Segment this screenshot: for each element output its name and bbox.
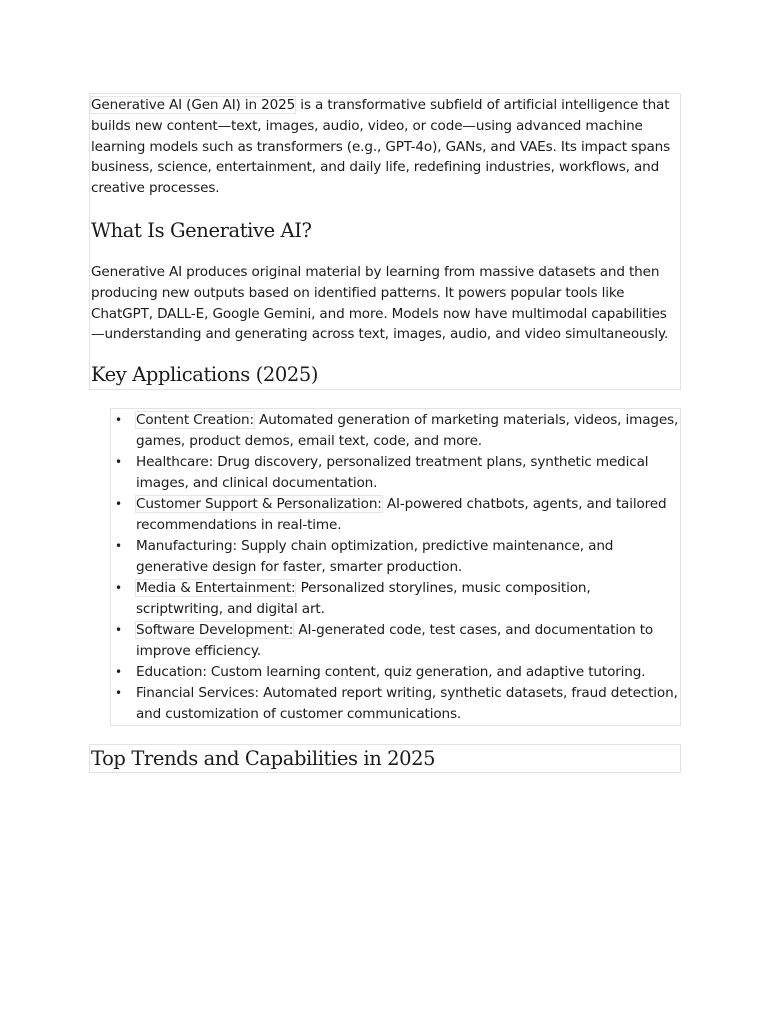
list-item	[111, 410, 680, 452]
list-item	[111, 683, 680, 725]
list-item-desc: Personalized storylines, music composition, scriptwriting, and digital art.	[136, 580, 591, 618]
list-item-term: Customer Support & Personalization:	[136, 496, 382, 513]
document-page	[89, 93, 681, 773]
list-item-desc: Custom learning content, quiz generation, and adaptive tutoring.	[206, 664, 646, 681]
list-item-term: Financial Services:	[136, 685, 259, 702]
list-item	[111, 536, 680, 578]
intro-text: is a transformative subfield of artificial intelligence that builds new content—text, images, audio, video, or code—using advanced machine learning models such as transformers (e.g., GPT-4o), GANs, and VAEs. Its impact spans business, science, entertainment, and daily life, redefining industries, workflows, and creative processes.	[91, 97, 671, 197]
list-item-term: Manufacturing:	[136, 538, 237, 555]
intro-section	[89, 93, 681, 390]
list-item-desc: Automated report writing, synthetic datasets, fraud detection, and customization of customer communications.	[136, 685, 678, 723]
list-item	[111, 578, 680, 620]
what-paragraph: Generative AI produces original material by learning from massive datasets and then producing new outputs based on identified patterns. It powers popular tools like ChatGPT, DALL-E, Google Gemini, and more. Models now have multimodal capabilities—understanding and generating across text, images, audio, and video simultaneously.	[91, 263, 669, 343]
list-item	[111, 494, 680, 536]
applications-list-section	[110, 408, 681, 726]
list-item-term: Media & Entertainment:	[136, 580, 296, 597]
applications-heading: Key Applications (2025)	[91, 363, 319, 387]
list-item-desc: AI-generated code, test cases, and documentation to improve efficiency.	[136, 622, 654, 660]
list-item	[111, 452, 680, 494]
list-item-desc: Automated generation of marketing materials, videos, images, games, product demos, email text, code, and more.	[136, 412, 679, 450]
trends-heading: Top Trends and Capabilities in 2025	[91, 747, 436, 771]
list-item-term: Software Development:	[136, 622, 294, 639]
list-item-desc: Drug discovery, personalized treatment plans, synthetic medical images, and clinical documentation.	[136, 454, 649, 492]
applications-list	[111, 410, 680, 725]
list-item	[111, 620, 680, 662]
list-item-desc: AI-powered chatbots, agents, and tailored recommendations in real-time.	[136, 496, 667, 534]
list-item-term: Healthcare:	[136, 454, 214, 471]
intro-lead: Generative AI (Gen AI) in 2025	[91, 97, 296, 113]
list-item-term: Education:	[136, 664, 207, 681]
trends-section	[89, 744, 681, 773]
list-item	[111, 662, 680, 683]
list-item-term: Content Creation:	[136, 412, 254, 429]
what-heading: What Is Generative AI?	[91, 218, 312, 242]
list-item-desc: Supply chain optimization, predictive maintenance, and generative design for faster, smarter production.	[136, 538, 614, 576]
intro-paragraph	[91, 94, 680, 199]
